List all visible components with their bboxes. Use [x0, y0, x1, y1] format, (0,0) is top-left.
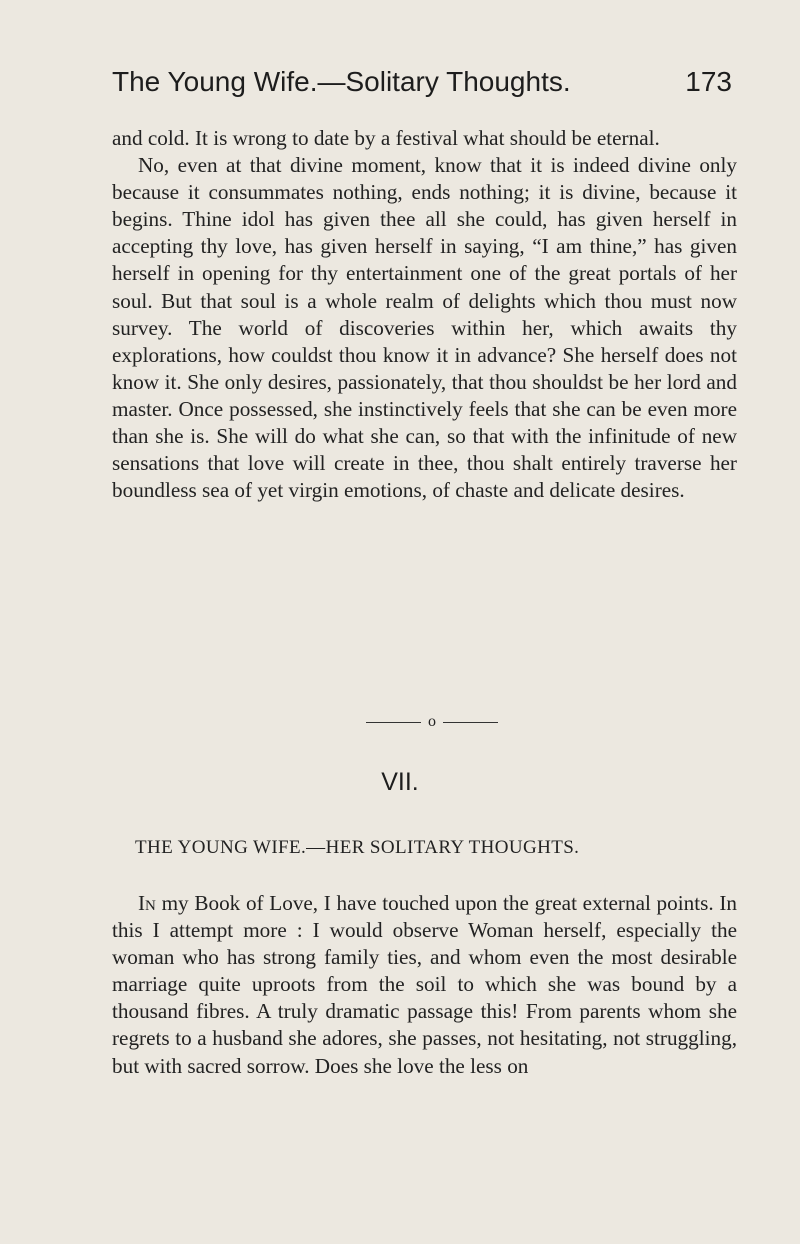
section-one-text — [112, 125, 737, 504]
lead-word: In — [138, 891, 156, 915]
section-divider — [366, 712, 498, 732]
chapter-opening-paragraph — [112, 890, 737, 1080]
divider-ornament: o — [428, 713, 436, 730]
chapter-title: THE YOUNG WIFE.—HER SOLITARY THOUGHTS. — [135, 837, 580, 858]
chapter-text — [112, 890, 737, 1080]
paragraph: No, even at that divine moment, know that it is indeed divine only because it consummates nothing, ends nothing; it is divine, because it begins. Thine idol has given thee all she could, has given herself in accepting thy love, has given herself in saying, “I am thine,” has given herself in opening for thy entertainment one of the great portals of her soul. But that soul is a whole realm of delights which thou must now survey. The world of discoveries within her, which awaits thy explorations, how couldst thou know it in advance? She herself does not know it. She only desires, passionately, that thou shouldst be her lord and master. Once possessed, she instinctively feels that she can be even more than she is. She will do what she can, so that with the infinitude of new sensations that love will create in thee, thou shalt entirely traverse her boundless sea of yet virgin emotions, of chaste and delicate desires. — [112, 153, 737, 503]
running-header — [112, 66, 732, 98]
paragraph-body: my Book of Love, I have touched upon the great external points. In this I attempt more : I would observe Woman herself, especially the woman who has strong family ties, and whom even the most desirable marriage quite uproots from the soil to which she was bound by a thousand fibres. A truly dramatic passage this! From parents whom she regrets to a husband she adores, she passes, not hesitating, not struggling, but with sacred sorrow. Does she love the less on — [112, 891, 737, 1078]
paragraph-continuation: and cold. It is wrong to date by a festival what should be eternal. — [112, 126, 660, 150]
chapter-number: VII. — [381, 768, 419, 796]
running-title: The Young Wife.—Solitary Thoughts. — [112, 66, 571, 97]
divider-line-right — [443, 722, 498, 723]
page-number: 173 — [685, 66, 732, 97]
divider-line-left — [366, 722, 421, 723]
